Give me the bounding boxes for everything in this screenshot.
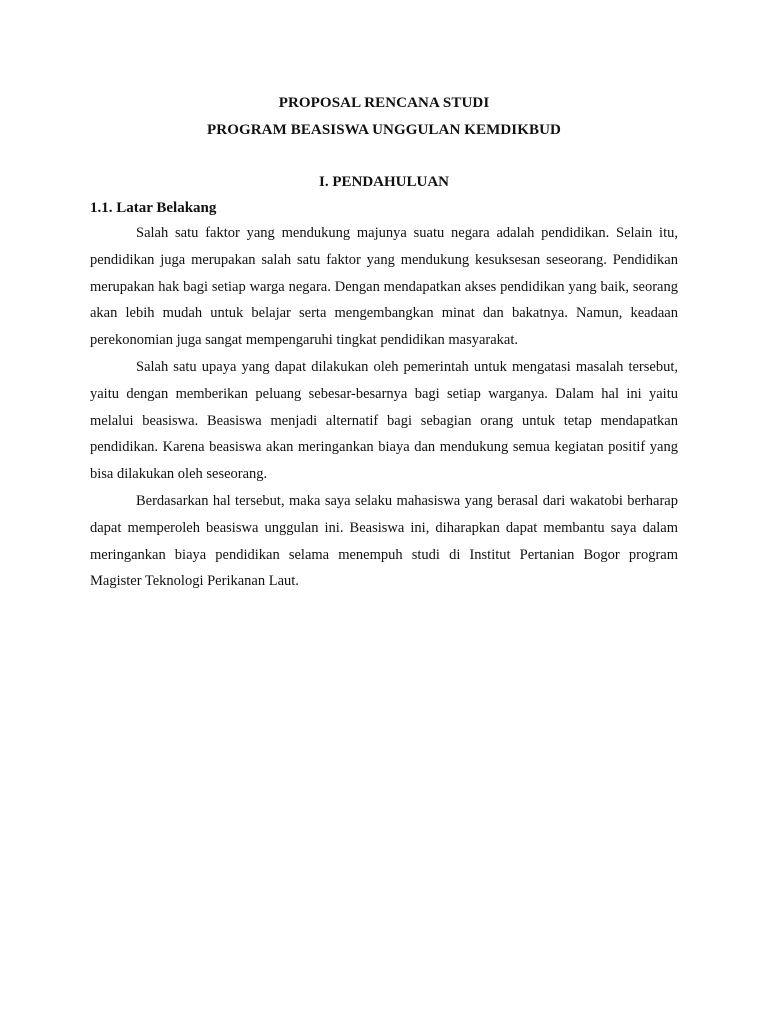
paragraph-3: Berdasarkan hal tersebut, maka saya selaku mahasiswa yang berasal dari wakatobi berharap dapat memperoleh beasiswa unggulan ini. Beasiswa ini, diharapkan dapat membantu saya dalam meringankan biaya pendidikan selama menempuh studi di Institut Pertanian Bogor program Magister Teknologi Perikanan Laut.: [90, 492, 678, 590]
subsection-heading: 1.1. Latar Belakang: [90, 200, 217, 216]
document-content: [90, 90, 678, 595]
document-title-line-2: PROGRAM BEASISWA UNGGULAN KEMDIKBUD: [207, 122, 561, 138]
paragraph-2: Salah satu upaya yang dapat dilakukan oleh pemerintah untuk mengatasi masalah tersebut, yaitu dengan memberikan peluang sebesar-besarnya bagi setiap warganya. Dalam hal ini yaitu melalui beasiswa. Beasiswa menjadi alternatif bagi sebagian orang untuk tetap mendapatkan pendidikan. Karena beasiswa akan meringankan biaya dan mendukung semua kegiatan positif yang bisa dilakukan oleh seseorang.: [90, 358, 678, 483]
paragraph-1: Salah satu faktor yang mendukung majunya suatu negara adalah pendidikan. Selain itu, pendidikan juga merupakan salah satu faktor yang mendukung kesuksesan seseorang. Pendidikan merupakan hak bagi setiap warga negara. Dengan mendapatkan akses pendidikan yang baik, seorang akan lebih mudah untuk belajar serta mengembangkan minat dan bakatnya. Namun, keadaan perekonomian juga sangat mempengaruhi tingkat pendidikan masyarakat.: [90, 225, 678, 349]
section-heading: I. PENDAHULUAN: [318, 174, 449, 190]
document-title-line-1: PROPOSAL RENCANA STUDI: [278, 95, 490, 111]
